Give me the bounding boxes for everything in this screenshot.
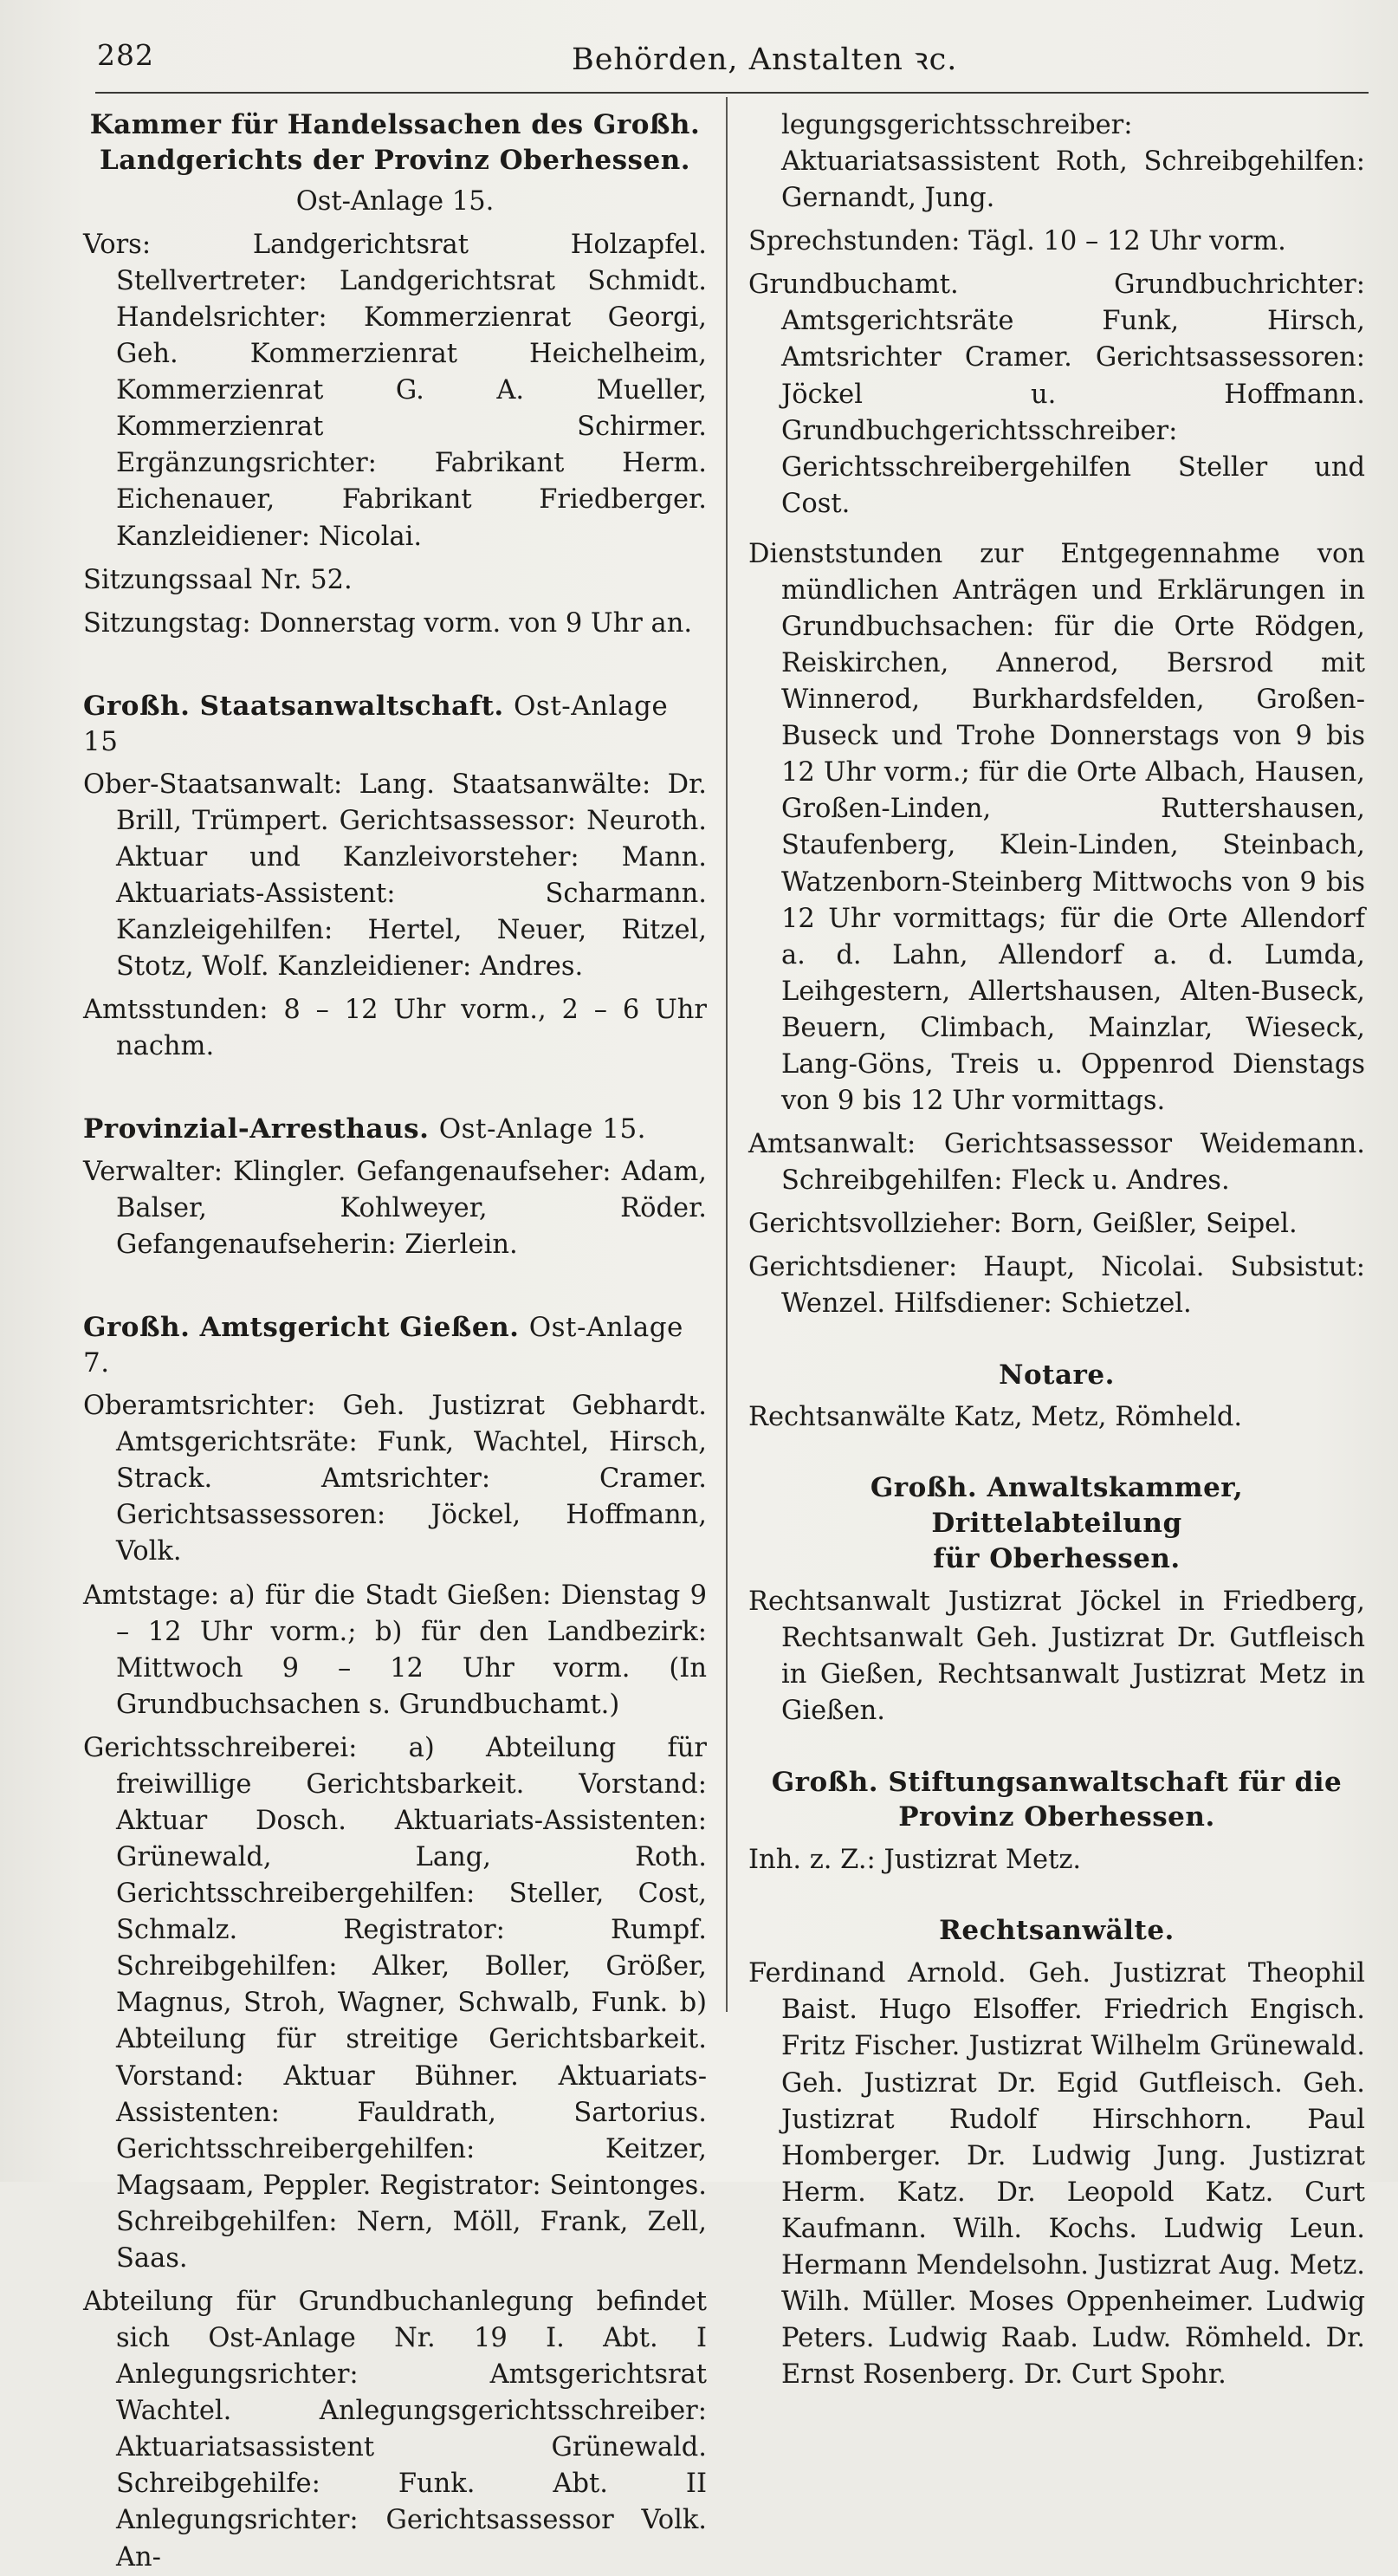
- section-arresthaus: [83, 1112, 707, 1263]
- header-rule: [95, 92, 1369, 94]
- handelssachen-room: Sitzungssaal Nr. 52.: [83, 564, 353, 595]
- gerichtsvollzieher: Gerichtsvollzieher: Born, Geißler, Seipel.: [748, 1209, 1298, 1240]
- page-number: 282: [97, 38, 154, 72]
- notare-list: Rechtsanwälte Katz, Metz, Römheld.: [748, 1402, 1243, 1433]
- rechtsanwaelte-title: Rechtsanwälte.: [939, 1915, 1175, 1947]
- rechtsanwaelte-list: Ferdinand Arnold. Geh. Justizrat Theophil Baist. Hugo Elsoffer. Friedrich Engisch. Fritz Fischer. Justizrat Wilhelm Grünewald. Geh. Justizrat Dr. Egid Gutfleisch. Geh. Justizrat Rudolf Hirschhorn. Paul Homberger. Dr. Ludwig Jung. Justizrat Herm. Katz. Dr. Leopold Katz. Curt Kaufmann. Wilh. Kochs. Ludwig Leun. Hermann Mendelsohn. Justizrat Aug. Metz. Wilh. Müller. Moses Oppenheimer. Ludwig Peters. Ludwig Raab. Ludw. Römheld. Dr. Ernst Rosenberg. Dr. Curt Spohr.: [748, 1958, 1365, 2391]
- arresthaus-heading: [83, 1112, 707, 1147]
- section-amtsgericht: [83, 1310, 707, 2575]
- handelssachen-session: Sitzungstag: Donnerstag vorm. von 9 Uhr an.: [83, 607, 693, 639]
- amtsgericht-days: Amtstage: a) für die Stadt Gießen: Dienstag 9 – 12 Uhr vorm.; b) für den Landbezirk: Mittwoch 9 – 12 Uhr vorm. (In Grundbuchsachen s. Grundbuchamt.): [83, 1580, 707, 1720]
- amtsgericht-title: Großh. Amtsgericht Gießen.: [83, 1312, 520, 1344]
- running-header: [0, 38, 1398, 81]
- stiftung-holder: Inh. z. Z.: Justizrat Metz.: [748, 1845, 1082, 1876]
- amtsgericht-address: Ost-Anlage 7.: [83, 1312, 683, 1379]
- handelssachen-address: Ost-Anlage 15.: [295, 185, 495, 217]
- amtsgericht-registry: Gerichtsschreiberei: a) Abteilung für freiwillige Gerichtsbarkeit. Vorstand: Aktuar Dosch. Aktuariats-Assistenten: Grünewald, Lang, Roth. Gerichtsschreibergehilfen: Steller, Cost, Schmalz. Registrator: Rumpf. Schreibgehilfen: Alker, Boller, Größer, Magnus, Stroh, Wagner, Schwalb, Funk. b) Abteilung für streitige Gerichtsbarkeit. Vorstand: Aktuar Bühner. Aktuariats-Assistenten: Fauldrath, Sartorius. Gerichtsschreibergehilfen: Keitzer, Magsaam, Peppler. Registrator: Seintonges. Schreibgehilfen: Nern, Möll, Frank, Zell, Saas.: [83, 1732, 707, 2274]
- grundbuchamt: Grundbuchamt. Grundbuchrichter: Amtsgerichtsräte Funk, Hirsch, Amtsrichter Cramer. Gerichtsassessoren: Jöckel u. Hoffmann. Grundbuchgerichtsschreiber: Gerichtsschreibergehilfen Steller und Cost.: [748, 269, 1365, 519]
- dienststunden: Dienststunden zur Entgegennahme von mündlichen Anträgen und Erklärungen in Grundbuchsachen: für die Orte Rödgen, Reiskirchen, Annerod, Bersrod mit Winnerod, Burkhardsfelden, Großen-Buseck und Trohe Donnerstags von 9 bis 12 Uhr vorm.; für die Orte Albach, Hausen, Großen-Linden, Ruttershausen, Staufenberg, Klein-Linden, Steinbach, Watzenborn-Steinberg Mittwochs von 9 bis 12 Uhr vormittags; für die Orte Allendorf a. d. Lahn, Allendorf a. d. Lumda, Leihgestern, Allertshausen, Alten-Buseck, Beuern, Climbach, Mainzlar, Wieseck, Lang-Göns, Treis u. Oppenrod Dienstags von 9 bis 12 Uhr vormittags.: [748, 538, 1365, 1117]
- handelssachen-members: Vors: Landgerichtsrat Holzapfel. Stellvertreter: Landgerichtsrat Schmidt. Handelsrichter: Kommerzienrat Georgi, Geh. Kommerzienrat Heichelheim, Kommerzienrat G. A. Mueller, Kommerzienrat Schirmer. Ergänzungsrichter: Fabrikant Herm. Eichenauer, Fabrikant Friedberger. Kanzleidiener: Nicolai.: [83, 229, 707, 552]
- stiftung-title-line1: Großh. Stiftungsanwaltschaft für die: [771, 1766, 1343, 1798]
- notare-title: Notare.: [999, 1359, 1115, 1391]
- arresthaus-address: Ost-Anlage 15.: [438, 1113, 647, 1145]
- office-hours: Sprechstunden: Tägl. 10 – 12 Uhr vorm.: [748, 226, 1286, 257]
- amtsgericht-heading: [83, 1310, 707, 1381]
- staatsanwaltschaft-title: Großh. Staatsanwaltschaft.: [83, 690, 504, 722]
- section-notare: [748, 1358, 1365, 1437]
- staatsanwaltschaft-hours: Amtsstunden: 8 – 12 Uhr vorm., 2 – 6 Uhr nachm.: [83, 995, 707, 1062]
- handelssachen-title-line2: Landgerichts der Provinz Oberhessen.: [99, 144, 691, 176]
- arresthaus-title: Provinzial-Arresthaus.: [83, 1113, 430, 1145]
- anwaltskammer-title-line1: Großh. Anwaltskammer, Drittelabteilung: [870, 1472, 1244, 1540]
- left-column: [83, 104, 707, 2576]
- stiftung-title-line2: Provinz Oberhessen.: [898, 1801, 1215, 1833]
- section-rechtsanwaelte: [748, 1913, 1365, 2393]
- gerichtsdiener: Gerichtsdiener: Haupt, Nicolai. Subsistut: Wenzel. Hilfsdiener: Schietzel.: [748, 1252, 1365, 1320]
- right-column: [748, 104, 1365, 2393]
- column-rule: [726, 97, 728, 2012]
- arresthaus-members: Verwalter: Klingler. Gefangenaufseher: Adam, Balser, Kohlweyer, Röder. Gefangenaufseherin: Zierlein.: [83, 1157, 707, 1261]
- amtsanwalt: Amtsanwalt: Gerichtsassessor Weidemann. Schreibgehilfen: Fleck u. Andres.: [748, 1129, 1365, 1197]
- staatsanwaltschaft-address: Ost-Anlage 15: [83, 690, 669, 757]
- amtsgericht-grundbuchanlegung: Abteilung für Grundbuchanlegung befindet sich Ost-Anlage Nr. 19 I. Abt. I Anlegungsrichter: Amtsgerichtsrat Wachtel. Anlegungsgerichtsschreiber: Aktuariatsassistent Grünewald. Schreibgehilfe: Funk. Abt. II Anlegungsrichter: Gerichtsassessor Volk. An-: [83, 2287, 707, 2573]
- handelssachen-title-line1: Kammer für Handelssachen des Großh.: [89, 109, 701, 140]
- section-handelssachen: [83, 107, 707, 642]
- staatsanwaltschaft-heading: [83, 689, 707, 760]
- amtsgericht-judges: Oberamtsrichter: Geh. Justizrat Gebhardt. Amtsgerichtsräte: Funk, Wachtel, Hirsch, Strack. Amtsrichter: Cramer. Gerichtsassessoren: Jöckel, Hoffmann, Volk.: [83, 1391, 707, 1567]
- anwaltskammer-members: Rechtsanwalt Justizrat Jöckel in Friedberg, Rechtsanwalt Geh. Justizrat Dr. Gutfleisch in Gießen, Rechtsanwalt Justizrat Metz in Gießen.: [748, 1586, 1365, 1727]
- anwaltskammer-title-line2: für Oberhessen.: [933, 1543, 1181, 1575]
- section-stiftungsanwaltschaft: [748, 1765, 1365, 1879]
- section-staatsanwaltschaft: [83, 689, 707, 1065]
- section-anwaltskammer: [748, 1470, 1365, 1729]
- grundbuchanlegung-continuation: legungsgerichtsschreiber: Aktuariatsassistent Roth, Schreibgehilfen: Gernandt, Jung.: [781, 110, 1365, 214]
- running-title: Behörden, Anstalten ꝛc.: [572, 42, 958, 77]
- staatsanwaltschaft-members: Ober-Staatsanwalt: Lang. Staatsanwälte: Dr. Brill, Trümpert. Gerichtsassessor: Neuroth. Aktuar und Kanzleivorsteher: Mann. Aktuariats-Assistent: Scharmann. Kanzleigehilfen: Hertel, Neuer, Ritzel, Stotz, Wolf. Kanzleidiener: Andres.: [83, 769, 707, 982]
